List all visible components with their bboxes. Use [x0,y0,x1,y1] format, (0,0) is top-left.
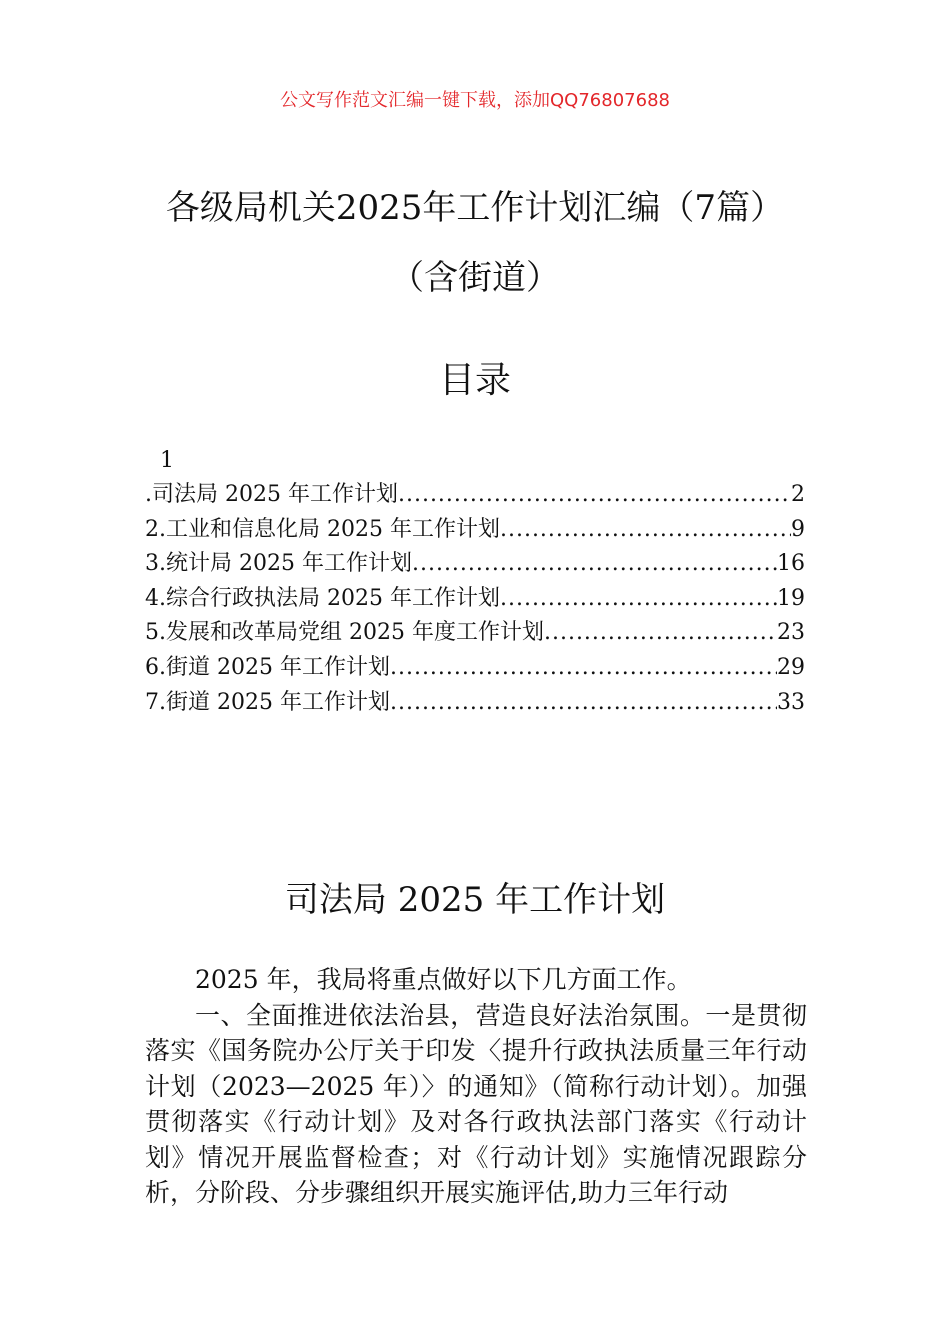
toc-entry-title: 4.综合行政执法局 2025 年工作计划 [145,585,500,611]
toc-entry[interactable] [145,513,805,548]
toc-entry[interactable] [145,547,805,582]
toc-entry-page: 29 [777,654,805,680]
toc-heading: 目录 [438,360,511,401]
toc-leader-dots [500,513,791,548]
toc-leader-dots [390,651,777,686]
toc-entry[interactable] [145,651,805,686]
toc-entry-title: 5.发展和改革局党组 2025 年度工作计划 [145,620,544,646]
toc-entry[interactable] [145,686,805,721]
toc-entry-page: 23 [777,620,805,646]
table-of-contents [145,444,805,720]
toc-entry-page: 33 [777,689,805,715]
toc-entry[interactable] [145,616,805,651]
toc-entry-title: 2.工业和信息化局 2025 年工作计划 [145,516,500,542]
toc-entry[interactable] [145,478,805,513]
toc-entry-title: 7.街道 2025 年工作计划 [145,689,390,715]
section-body [145,962,807,1211]
toc-entry-title: 6.街道 2025 年工作计划 [145,654,390,680]
toc-leader-dots [412,547,777,582]
toc-leader-dots [500,582,777,617]
toc-entry-title: 3.统计局 2025 年工作计划 [145,551,412,577]
toc-entry[interactable] [145,582,805,617]
toc-entry-page: 9 [791,516,805,542]
toc-leader-dots [544,616,777,651]
toc-entry-title: .司法局 2025 年工作计划 [145,482,398,507]
document-title: 各级局机关2025年工作计划汇编（7篇） [165,188,785,228]
body-paragraph: 一、全面推进依法治县，营造良好法治氛围。一是贯彻落实《国务院办公厅关于印发〈提升行政执法质量三年行动计划（2023—2025 年）〉的通知》（简称行动计划）。加强贯彻落实《行动计划》及对各行政执法部门落实《行动计划》情况开展监督检查；对《行动计划》实施情况跟踪分析，分阶段、分步骤组织开展实施评估,助力三年行动 [145,1000,807,1207]
toc-leader-dots [390,686,777,721]
toc-leader-dots [398,478,791,513]
body-paragraph: 2025 年，我局将重点做好以下几方面工作。 [195,965,692,994]
section-title: 司法局 2025 年工作计划 [284,880,666,920]
document-subtitle: （含街道） [390,258,560,298]
promo-banner: 公文写作范文汇编一键下载，添加QQ76807688 [280,90,670,111]
toc-entry-page: 19 [777,585,805,611]
toc-entry-page: 16 [777,551,805,577]
toc-first-number: 1 [160,448,174,473]
toc-entry-page: 2 [791,482,805,507]
